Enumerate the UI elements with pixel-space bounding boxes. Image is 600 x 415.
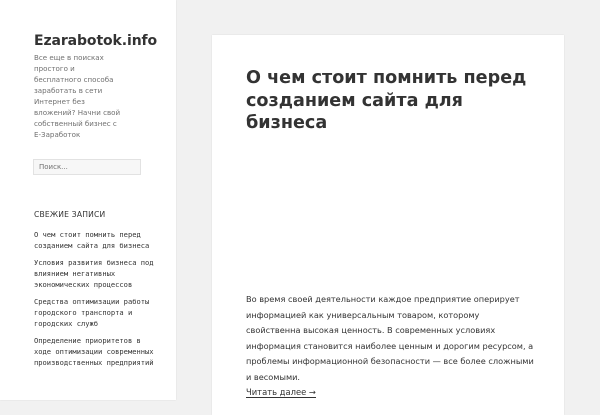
sidebar <box>0 0 176 400</box>
recent-post-link[interactable]: Средства оптимизации работы городского транспорта и городских служб <box>34 297 150 328</box>
read-more-link[interactable]: Читать далее → <box>246 387 316 397</box>
post-title-link[interactable]: О чем стоит помнить перед созданием сайта для бизнеса <box>246 68 527 133</box>
search-input[interactable]: Поиск... <box>33 159 141 175</box>
recent-post-item[interactable] <box>34 257 154 290</box>
recent-post-item[interactable] <box>34 335 154 368</box>
recent-post-link[interactable]: Условия развития бизнеса под влиянием негативных экономических процессов <box>34 258 154 289</box>
recent-post-link[interactable]: О чем стоит помнить перед созданием сайта для бизнеса <box>34 230 150 250</box>
post-excerpt: Во время своей деятельности каждое предприятие оперирует информацией как универсальным товаром, которому свойственна высокая ценность. В современных условиях информация становится наиболее ценным и дорогим ресурсом, а проблемы информационной безопасности — все более сложными и весомыми. <box>246 294 534 382</box>
site-description: Все еще в поисках простого и бесплатного способа заработать в сети Интернет без вложений? Начни свой собственный бизнес с Е-Заработок <box>34 53 121 139</box>
recent-posts-list <box>34 229 154 374</box>
recent-post-link[interactable]: Определение приоритетов в ходе оптимизации современных производственных предприятий <box>34 336 154 367</box>
recent-post-item[interactable] <box>34 296 154 329</box>
recent-posts-heading: СВЕЖИЕ ЗАПИСИ <box>34 210 106 219</box>
site-title-link[interactable]: Ezarabotok.info <box>34 33 158 49</box>
post-card <box>212 35 564 415</box>
recent-post-item[interactable] <box>34 229 154 251</box>
